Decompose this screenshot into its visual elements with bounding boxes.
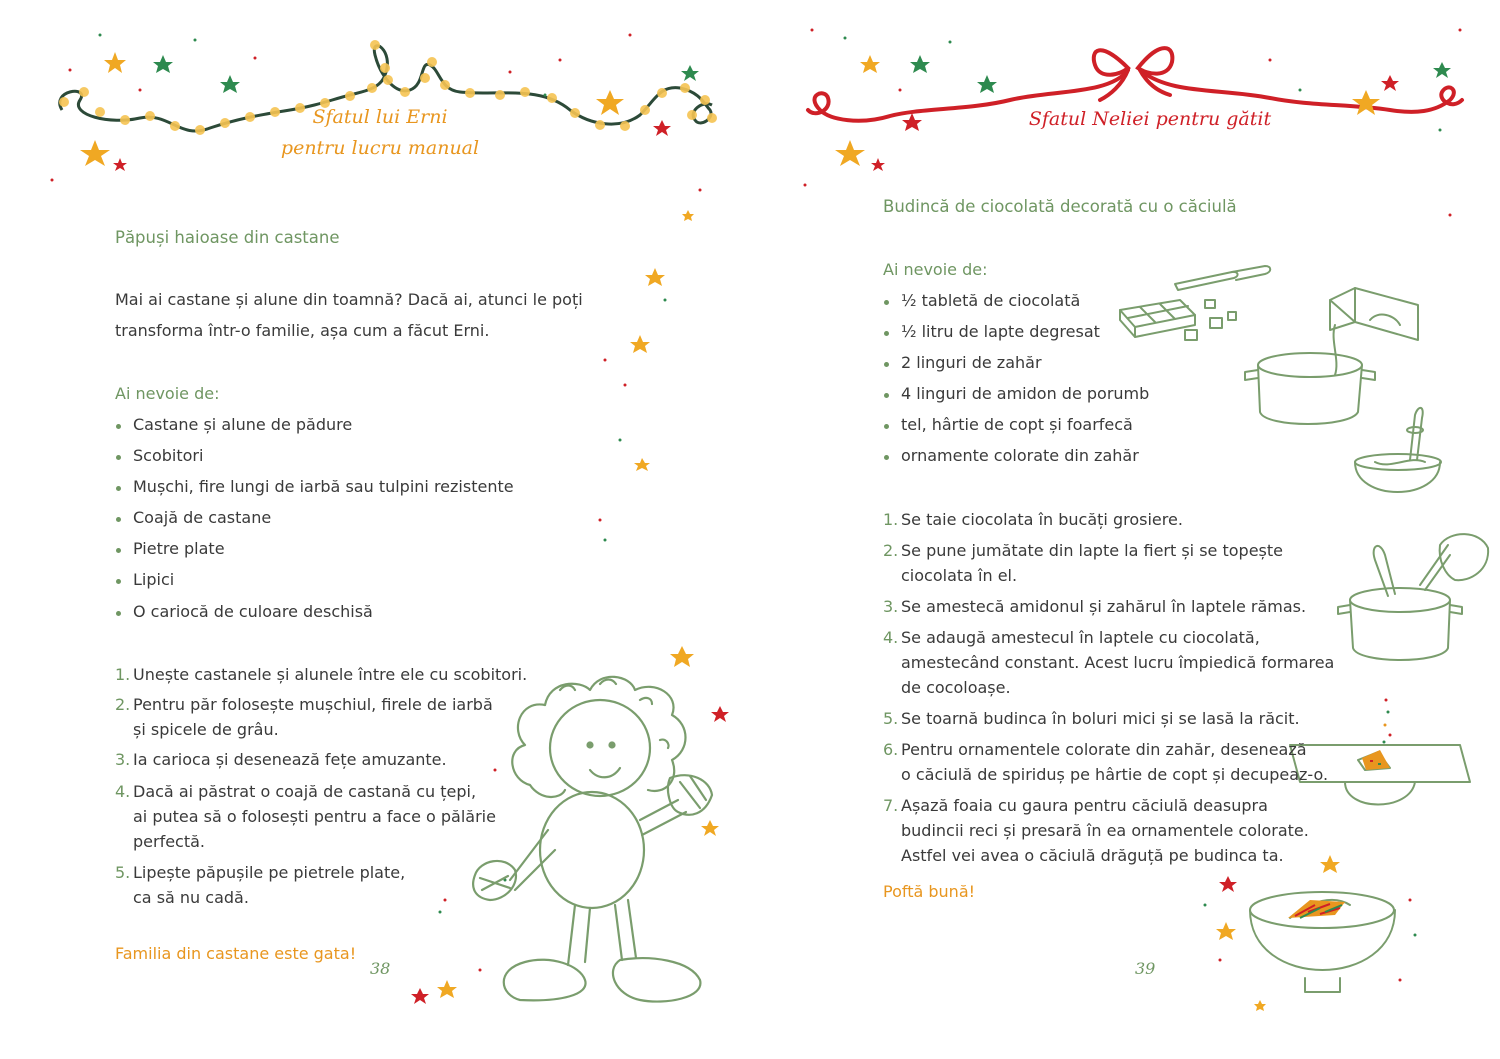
list-item-text: Scobitori <box>133 446 204 466</box>
list-item <box>883 413 1149 444</box>
pot-spoon-icon <box>1338 534 1488 660</box>
step-text: ca să nu cadă. <box>133 888 249 907</box>
right-steps-list <box>883 507 1334 868</box>
list-item-text: Pietre plate <box>133 539 225 559</box>
left-needs-label: Ai nevoie de: <box>115 384 220 403</box>
step-item <box>115 747 527 772</box>
step-item <box>883 594 1334 619</box>
left-header-line1: Sfatul lui Erni <box>312 106 448 128</box>
milk-carton-icon <box>1330 288 1418 375</box>
list-item-text: Castane și alune de pădure <box>133 415 353 434</box>
list-item-text: ½ tabletă de ciocolată <box>901 291 1081 310</box>
right-header-title <box>1020 104 1280 135</box>
step-text: Lipește păpușile pe pietrele plate, <box>133 863 406 882</box>
left-intro-line2: transforma într-o familie, așa cum a făcut Erni. <box>115 321 490 340</box>
list-item <box>115 444 514 475</box>
list-item <box>115 506 514 537</box>
list-item-text: 4 linguri de amidon de porumb <box>901 384 1150 404</box>
step-text: Pentru ornamentele colorate din zahăr, desenează <box>901 740 1307 759</box>
step-text: Astfel vei avea o căciulă drăguță pe budinca ta. <box>901 846 1284 865</box>
bullet-icon <box>116 611 121 616</box>
left-closing: Familia din castane este gata! <box>115 944 357 963</box>
page-number: 38 <box>370 959 391 978</box>
step-item <box>883 625 1334 700</box>
list-item-text: Coajă de castane <box>133 508 272 528</box>
step-number: 4. <box>115 782 131 801</box>
step-item <box>883 507 1334 532</box>
bullet-icon <box>116 579 121 584</box>
step-text: Pentru păr folosește mușchiul, firele de iarbă <box>133 695 493 714</box>
right-recipe-title: Budincă de ciocolată decorată cu o căciulă <box>883 197 1237 216</box>
step-item <box>115 692 527 742</box>
left-intro <box>115 284 583 346</box>
left-header-line2: pentru lucru manual <box>280 137 480 159</box>
step-item <box>115 662 527 687</box>
list-item <box>883 382 1149 413</box>
knife-icon <box>1175 266 1270 290</box>
bullet-icon <box>884 300 889 305</box>
step-text: Ia carioca și desenează fețe amuzante. <box>133 750 447 769</box>
step-number: 3. <box>115 750 131 769</box>
list-item <box>883 320 1149 351</box>
left-header-title <box>250 102 510 164</box>
step-text: de cocoloașe. <box>901 678 1011 697</box>
list-item <box>115 537 514 568</box>
step-number: 1. <box>883 510 899 529</box>
list-item-text: Lipici <box>133 570 175 590</box>
step-number: 2. <box>883 541 899 560</box>
step-text: perfectă. <box>133 832 206 851</box>
step-text: o căciulă de spiriduș pe hârtie de copt și decupeaz-o. <box>901 765 1329 784</box>
step-text: Se pune jumătate din lapte la fiert și se topește <box>901 541 1283 560</box>
list-item-text: O cariocă de culoare deschisă <box>133 601 373 621</box>
step-number: 5. <box>115 863 131 882</box>
step-number: 3. <box>883 597 899 616</box>
right-needs-label: Ai nevoie de: <box>883 260 988 279</box>
left-recipe-title: Păpuși haioase din castane <box>115 228 340 247</box>
step-item <box>883 706 1334 731</box>
list-item <box>115 568 514 599</box>
list-item <box>115 475 514 506</box>
step-text: Se adaugă amestecul în laptele cu ciocolată, <box>901 628 1260 647</box>
whisk-bowl-icon <box>1355 408 1441 492</box>
step-text: Se amestecă amidonul și zahărul în laptele rămas. <box>901 597 1307 616</box>
list-item-text: ornamente colorate din zahăr <box>901 446 1139 466</box>
bullet-icon <box>884 455 889 460</box>
list-item <box>883 289 1149 320</box>
left-intro-line1: Mai ai castane și alune din toamnă? Dacă ai, atunci le poți <box>115 290 583 309</box>
bullet-icon <box>116 455 121 460</box>
step-item <box>115 779 527 854</box>
right-page <box>750 0 1500 1059</box>
pot-icon <box>1245 353 1375 424</box>
bullet-icon <box>116 517 121 522</box>
step-number: 1. <box>115 665 131 684</box>
step-number: 6. <box>883 740 899 759</box>
left-needs-list <box>115 413 514 631</box>
list-item <box>115 600 514 631</box>
list-item-text: 2 linguri de zahăr <box>901 353 1042 373</box>
list-item <box>883 351 1149 382</box>
step-text: Dacă ai păstrat o coajă de castană cu țepi, <box>133 782 477 801</box>
list-item-text: ½ litru de lapte degresat <box>901 322 1100 342</box>
step-number: 5. <box>883 709 899 728</box>
bullet-icon <box>884 393 889 398</box>
right-needs-list <box>883 289 1149 476</box>
right-header-line1: Sfatul Neliei pentru gătit <box>1028 108 1272 130</box>
list-item-text: tel, hârtie de copt și foarfecă <box>901 415 1133 435</box>
step-text: Unește castanele și alunele între ele cu scobitori. <box>133 665 528 684</box>
bullet-icon <box>116 424 121 429</box>
step-text: și spicele de grâu. <box>133 720 279 739</box>
step-item <box>115 860 527 910</box>
right-closing: Poftă bună! <box>883 882 976 901</box>
list-item <box>883 444 1149 475</box>
step-text: amestecând constant. Acest lucru împiedică formarea <box>901 653 1335 672</box>
bullet-icon <box>884 331 889 336</box>
bullet-icon <box>116 486 121 491</box>
step-text: Se taie ciocolata în bucăți grosiere. <box>901 510 1183 529</box>
step-text: budincii reci și presară în ea ornamentele colorate. <box>901 821 1309 840</box>
step-number: 2. <box>115 695 131 714</box>
step-item <box>883 538 1334 588</box>
step-item <box>883 793 1334 868</box>
page-number: 39 <box>1135 959 1156 978</box>
bullet-icon <box>884 424 889 429</box>
step-text: ai putea să o folosești pentru a face o pălărie <box>133 807 496 826</box>
step-number: 4. <box>883 628 899 647</box>
bullet-icon <box>116 548 121 553</box>
bullet-icon <box>884 362 889 367</box>
list-item <box>115 413 514 444</box>
step-number: 7. <box>883 796 899 815</box>
step-text: Se toarnă budinca în boluri mici și se lasă la răcit. <box>901 709 1300 728</box>
step-item <box>883 737 1334 787</box>
left-steps-list <box>115 662 527 910</box>
step-text: ciocolata în el. <box>901 566 1018 585</box>
step-text: Așază foaia cu gaura pentru căciulă deasupra <box>901 796 1268 815</box>
list-item-text: Mușchi, fire lungi de iarbă sau tulpini rezistente <box>133 477 514 497</box>
